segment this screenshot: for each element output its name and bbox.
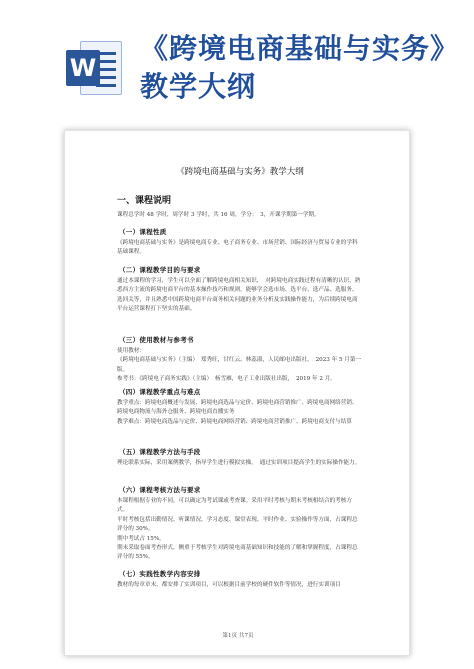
subheading-assessment: （六）课程考核方法与要求: [119, 486, 201, 494]
paragraph-textbooks: 使用教材： 《跨境电商基础与实务》（主编） 郑秀旺，甘红云、林蕊淑，人民邮电出版社， 2023 年 5 月第一版。 参考书：《跨境电子商务实践》（主编） 杨雪雁，电子工业出版社出版， 2019 年 2 月。: [117, 348, 362, 383]
subheading-goals: （二）课程教学目的与要求: [119, 266, 201, 274]
page-number: 第1页 共7页: [222, 633, 254, 639]
subheading-nature: （一）课程性质: [119, 228, 167, 236]
section-heading-course-description: 一、课程说明: [117, 196, 172, 206]
banner-title: 《跨境电商基础与实务》教学大纲: [140, 32, 460, 103]
header-banner: [0, 0, 474, 128]
word-letter: W: [66, 50, 100, 86]
word-document-icon: [66, 38, 124, 98]
subheading-textbooks: （三）使用教材与参考书: [119, 336, 194, 344]
subheading-keypoints: （四）课程教学重点与难点: [119, 388, 201, 396]
paragraph-assessment: 本课程根据专业的不同，可以确定为考试课或考查课。采用平时考核与期末考核相结合的考核方式。 平时考核包括出勤情况、听课情况、学习态度、课堂表现、平时作业、实验操作等方面，占课程总评分的 30%。 期中考试占 15%。 期末采取卷面考查形式，侧重于考核学生对跨境电商基础知识和技能的了解和掌握程度，占课程总评分的 55%。: [117, 498, 358, 561]
paragraph-goals: 通过本课程的学习，学生可以全面了解跨境电商相关知识， 对跨境电商实践过程有清晰的认识，熟悉西方主流的跨境电商平台的基本操作技巧和规则，能够学会选市场、选平台、选产品、选服务、选回关等，并且熟悉中国跨境电商平台商务相关问题的业务分析及实践操作能力，为后续跨境电商平台运营课程打下坚实的基础。: [117, 278, 361, 313]
subheading-methods: （五）课程教学方法与手段: [119, 448, 201, 456]
document-title: 《跨境电商基础与实务》教学大纲: [176, 167, 304, 177]
course-intro: 课程总学时 48 学时，周学时 3 学时，共 16 周，学分： 3，开课学期第一学期。: [117, 212, 320, 218]
paragraph-practice: 教材的每章章末，都安排了实训项目，可以根据目前学校的硬件软件等情况，进行实训项目: [117, 582, 341, 588]
paragraph-nature: 《跨境电商基础与实务》是跨境电商专业、电子商务专业、市场营销、国际经济与贸易专业的学科基础课程。: [117, 240, 358, 256]
subheading-practice: （七）实践性教学内容安排: [119, 570, 201, 578]
document-page: [64, 130, 410, 656]
paragraph-methods: 理论联系实际，采用案例教学，指导学生进行模拟实操， 通过实训项目提高学生的实际操作能力。: [117, 460, 361, 466]
paragraph-keypoints: 教学重点：跨境电商概述与发展、跨境电商选品与定价、跨境电商营销推广、跨境电商网络营销、跨境电商物流与海外仓服务、跨境电商直播实务 教学难点：跨境电商选品与定价、跨境电商网络营销、跨境电商营销推广、跨境电商支付与结算: [117, 400, 358, 425]
